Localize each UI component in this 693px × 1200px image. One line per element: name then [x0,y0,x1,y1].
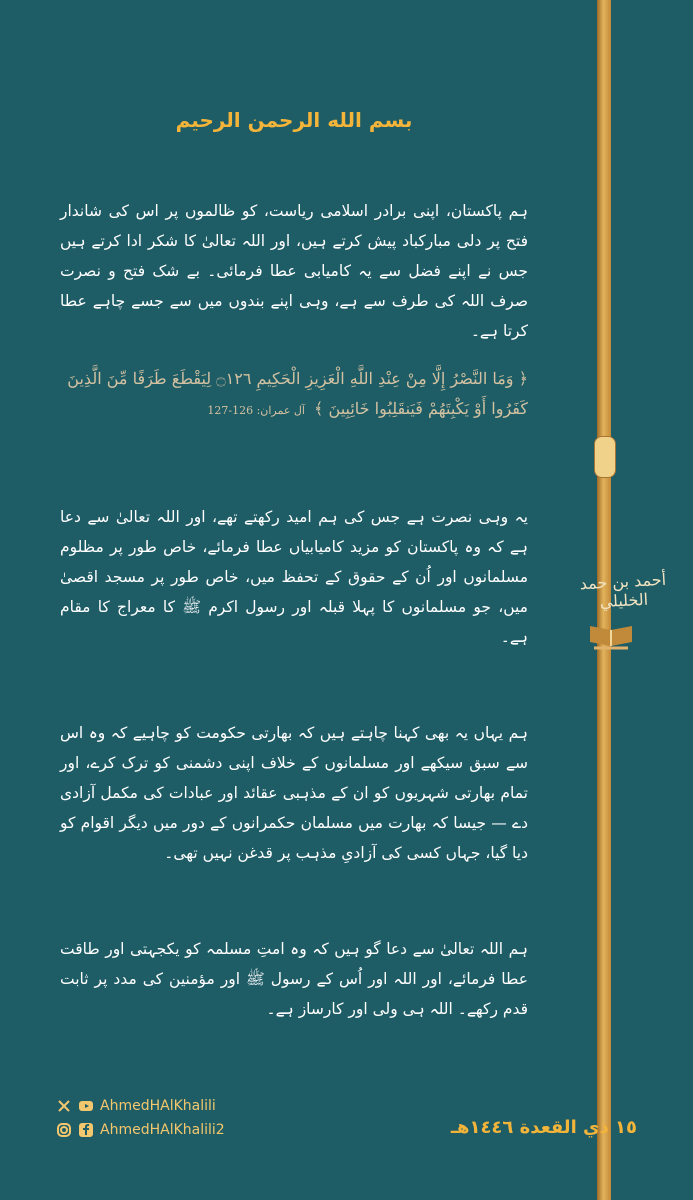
social-handle-2: AhmedHAlKhalili2 [100,1122,225,1138]
social-row-primary[interactable] [56,1098,225,1114]
hand-emblem-icon [594,436,616,478]
spacer [60,454,528,502]
book-icon [586,620,636,652]
bismillah-heading: بسم الله الرحمن الرحيم [175,108,413,132]
quran-verse-text: ﴿ وَمَا النَّصْرُ إِلَّا مِنْ عِنْدِ اللَّهِ الْعَزِيزِ الْحَكِيمِ ۝١٢٦ لِيَقْطَعَ طَرَفًا مِّنَ الَّذِينَ كَفَرُوا أَوْ يَكْبِتَهُمْ فَيَنقَلِبُوا خَائِبِينَ ﴾ [67,369,528,418]
spacer [60,670,528,718]
social-row-secondary[interactable] [56,1122,225,1138]
instagram-icon [56,1122,72,1138]
social-handle-1: AhmedHAlKhalili [100,1098,216,1114]
paragraph-2: یہ وہی نصرت ہے جس کی ہم امید رکھتے تھے، اور اللہ تعالیٰ سے دعا ہے کہ وہ پاکستان کو مزید کامیابیاں عطا فرمائے، خاص طور پر مظلوم مسلمانوں اور اُن کے حقوق کے تحفظ میں، خاص طور پر مسجد اقصیٰ میں، جو مسلمانوں کا پہلا قبلہ اور رسول اکرم ﷺ کا معراج کا مقام ہے۔ [60,508,528,646]
spacer [60,886,528,934]
paragraph-1: ہم پاکستان، اپنی برادر اسلامی ریاست، کو ظالموں پر اس کی شاندار فتح پر دلی مبارکباد پیش کرتے ہیں، اور اللہ تعالیٰ کا شکر ادا کرتے ہیں جس نے اپنے فضل سے یہ کامیابی عطا فرمائی۔ بے شک فتح و نصرت صرف اللہ کی طرف سے ہے، وہی اپنے بندوں میں سے جسے چاہے عطا کرتا ہے۔ [60,202,528,340]
x-icon [56,1098,72,1114]
date: ١٥ ذي القعدة ١٤٤٦هـ [450,1117,637,1138]
quran-verse [60,364,528,426]
social-links [56,1098,225,1138]
footer [56,1084,637,1138]
main-content [60,108,528,1042]
youtube-icon [78,1098,94,1114]
signature-name: أحمد بن حمد الخليلي [579,569,667,612]
facebook-icon [78,1122,94,1138]
paragraph-3: ہم یہاں یہ بھی کہنا چاہتے ہیں کہ بھارتی حکومت کو چاہیے کہ وہ اس سے سبق سیکھے اور مسلمانوں کے خلاف اپنی دشمنی کو ترک کرے، اور تمام بھارتی شہریوں کو ان کے مذہبی عقائد اور عبادات کی مکمل آزادی دے — جیسا کہ بھارت میں مسلمان حکمرانوں کے دور میں دیگر اقوام کو دیا گیا، جہاں کسی کی آزادیِ مذہب پر قدغن نہیں تھی۔ [60,724,528,862]
quran-reference: آل عمران: 126-127 [207,404,305,417]
paragraph-4: ہم اللہ تعالیٰ سے دعا گو ہیں کہ وہ امتِ مسلمہ کو یکجہتی اور طاقت عطا فرمائے، اور اللہ اور اُس کے رسول ﷺ اور مؤمنین کی مدد پر ثابت قدم رکھے۔ اللہ ہی ولی اور کارساز ہے۔ [60,940,528,1018]
